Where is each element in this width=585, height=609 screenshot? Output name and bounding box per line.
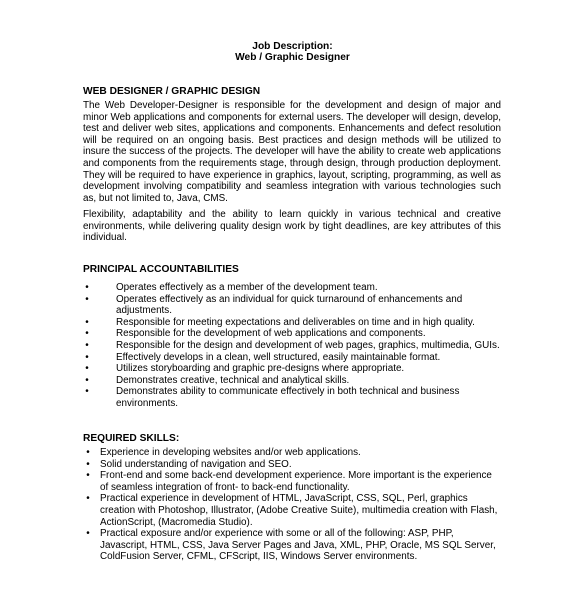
bullet-icon: •: [85, 374, 89, 386]
bullet-icon: •: [85, 351, 89, 363]
bullet-icon: •: [85, 339, 89, 351]
skills-list: [84, 447, 502, 563]
skill-item: [84, 528, 502, 563]
skill-item-text: Front-end and some back-end development experience. More important is the experience of seamless integration of front- to back-end functionality.: [100, 470, 492, 493]
accountability-item: [83, 375, 501, 387]
bullet-icon: •: [86, 493, 90, 505]
bullet-icon: •: [85, 386, 89, 398]
accountability-item: [83, 317, 501, 329]
accountability-item-text: Operates effectively as a member of the development team.: [116, 282, 378, 293]
accountability-item-text: Demonstrates ability to communicate effectively in both technical and business environments.: [116, 386, 460, 409]
bullet-icon: •: [85, 328, 89, 340]
title-line-1: Job Description:: [252, 41, 333, 52]
accountability-item-text: Responsible for the development of web applications and components.: [116, 328, 426, 340]
skill-item: [84, 470, 502, 493]
role-heading: WEB DESIGNER / GRAPHIC DESIGN: [83, 86, 261, 97]
skills-heading: REQUIRED SKILLS:: [83, 433, 180, 444]
accountability-item-text: Demonstrates creative, technical and analytical skills.: [116, 374, 350, 386]
accountability-item-text: Utilizes storyboarding and graphic pre-designs where appropriate.: [116, 363, 405, 375]
accountability-item-text: Operates effectively as an individual for quick turnaround of enhancements and adjustments.: [116, 293, 463, 317]
bullet-icon: •: [85, 282, 89, 293]
accountability-item: [83, 328, 501, 340]
bullet-icon: •: [86, 447, 90, 458]
skill-item: [84, 459, 502, 471]
skill-item: [84, 493, 502, 528]
skill-item-text: Practical experience in development of HTML, JavaScript, CSS, SQL, Perl, graphics creation with Photoshop, Illustrator, (Adobe Creative Suite), multimedia creation with Flash, ActionScript, (Macromedia Studio).: [100, 493, 498, 528]
skill-item-text: Experience in developing websites and/or web applications.: [100, 447, 361, 458]
accountability-item: [83, 294, 501, 317]
bullet-icon: •: [86, 458, 90, 470]
bullet-icon: •: [86, 528, 90, 540]
accountability-item-text: Responsible for the design and development of web pages, graphics, multimedia, GUIs.: [116, 339, 500, 351]
accountability-item-text: Responsible for meeting expectations and deliverables on time and in high quality.: [116, 316, 475, 328]
accountabilities-heading: PRINCIPAL ACCOUNTABILITIES: [83, 264, 239, 275]
bullet-icon: •: [85, 293, 89, 305]
intro-paragraph: The Web Developer-Designer is responsible for the development and design of major and minor Web applications and components for external users. The developer will design, develop, test and deliver web sites, applications and components. Enhancements and defect resolution will be required on an ongoing basis. Best practices and design methods will be utilized to insure the success of the projects. The developer will have the ability to create web applications and components from the requirements stage, through design, through production deployment. They will be required to have experience in graphics, layout, scripting, programming, as well as development involving compatibility and seamless integration with various technologies such as, but not limited to, Java, CMS.: [83, 100, 501, 204]
skill-item-text: Solid understanding of navigation and SEO.: [100, 458, 292, 470]
accountability-item: [83, 363, 501, 375]
title-line-2: Web / Graphic Designer: [235, 52, 350, 63]
accountability-item: [83, 386, 501, 409]
attributes-paragraph: Flexibility, adaptability and the ability to learn quickly in various technical and creative environments, while delivering quality design work by tight deadlines, are key attributes of this individual.: [83, 209, 501, 244]
skill-item: [84, 447, 502, 459]
accountability-item: [83, 340, 501, 352]
accountability-item-text: Effectively develops in a clean, well structured, easily maintainable format.: [116, 351, 441, 363]
accountabilities-list: [83, 282, 501, 410]
accountability-item: [83, 352, 501, 364]
bullet-icon: •: [85, 363, 89, 375]
bullet-icon: •: [86, 470, 90, 482]
bullet-icon: •: [85, 316, 89, 328]
accountability-item: [83, 282, 501, 294]
skill-item-text: Practical exposure and/or experience with some or all of the following: ASP, PHP, Javascript, HTML, CSS, Java Server Pages and Java, XML, PHP, Oracle, MS SQL Server, ColdFusion Server, CFML, CFScript, IIS, Windows Server environments.: [100, 528, 496, 563]
